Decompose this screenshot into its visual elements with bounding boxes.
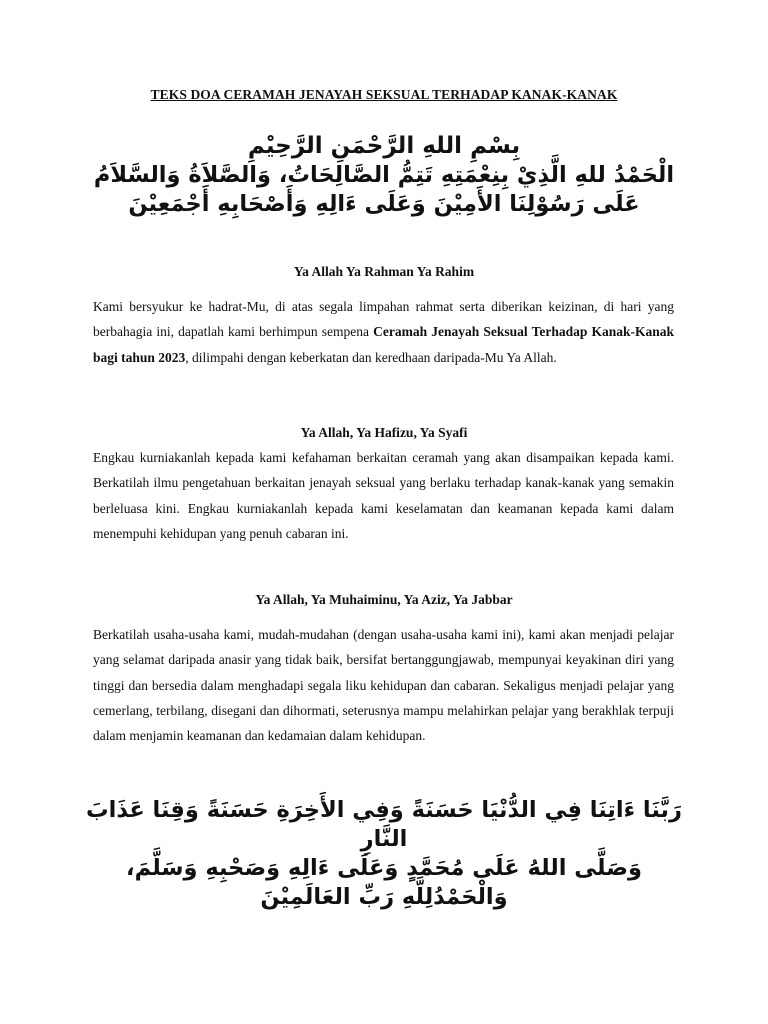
paragraph-1-text-end: , dilimpahi dengan keberkatan dan keredhaan daripada-Mu Ya Allah. bbox=[185, 349, 557, 365]
closing-dua bbox=[70, 796, 698, 912]
section-paragraph-3: Berkatilah usaha-usaha kami, mudah-mudahan (dengan usaha-usaha kami ini), kami akan menjadi pelajar yang selamat daripada anasir yang tidak baik, bersifat bertanggungjawab, mempunyai keyakinan diri yang tinggi dan bersedia dalam menghadapi segala liku kehidupan dan cabaran. Sekaligus menjadi pelajar yang cemerlang, terbilang, disegani dan dihormati, seterusnya mampu melahirkan pelajar yang berakhlak terpuji dalam menjamin keamanan dan kedamaian dalam kehidupan. bbox=[93, 627, 674, 744]
section-heading-1: Ya Allah Ya Rahman Ya Rahim bbox=[293, 264, 475, 279]
closing-dua-line-2: وَصَلَّى اللهُ عَلَى مُحَمَّدٍ وَعَلَى ءَالِهِ وَصَحْبِهِ وَسَلَّمَ، وَالْحَمْدُلِلَّهِ رَبِّ العَالَمِيْنَ bbox=[126, 855, 642, 910]
document-title: TEKS DOA CERAMAH JENAYAH SEKSUAL TERHADAP KANAK-KANAK bbox=[150, 87, 618, 102]
opening-dua bbox=[80, 132, 688, 219]
section-paragraph-1 bbox=[93, 294, 674, 370]
paragraph-1-bold-text: Ceramah Jenayah Seksual Terhadap Kanak-Kanak bagi tahun 2023 bbox=[93, 324, 675, 365]
closing-dua-line-1: رَبَّنَا ءَاتِنَا فِي الدُّنْيَا حَسَنَةً وَفِي الأَخِرَةِ حَسَنَةً وَقِنَا عَذَابَ النَّارِ bbox=[86, 797, 682, 852]
section-paragraph-2: Engkau kurniakanlah kepada kami kefahaman berkaitan ceramah yang akan disampaikan kepada kami. Berkatilah ilmu pengetahuan berkaitan jenayah seksual yang berlaku terhadap kanak-kanak yang semakin berleluasa kini. Engkau kurniakanlah kepada kami keselamatan dan keamanan kepada kami dalam menempuhi kehidupan yang penuh cabaran ini. bbox=[93, 450, 674, 541]
paragraph-1-text: Kami bersyukur ke hadrat-Mu, di atas segala limpahan rahmat serta diberikan keizinan, di hari yang berbahagia ini, dapatlah kami berhimpun sempena bbox=[93, 299, 674, 340]
opening-dua-text: الْحَمْدُ للهِ الَّذِيْ بِنِعْمَتِهِ تَتِمُّ الصَّالِحَاتُ، وَالصَّلاَةُ وَالسَّلاَمُ عَلَى رَسُوْلِنَا الأَمِيْنَ وَعَلَى ءَالِهِ وَأَصْحَابِهِ أَجْمَعِيْنَ bbox=[93, 162, 675, 217]
section-heading-2: Ya Allah, Ya Hafizu, Ya Syafi bbox=[300, 425, 468, 440]
bismillah-text: بِسْمِ اللهِ الرَّحْمَنِ الرَّحِيْمِ bbox=[247, 133, 521, 159]
section-heading-3: Ya Allah, Ya Muhaiminu, Ya Aziz, Ya Jabbar bbox=[255, 592, 513, 607]
